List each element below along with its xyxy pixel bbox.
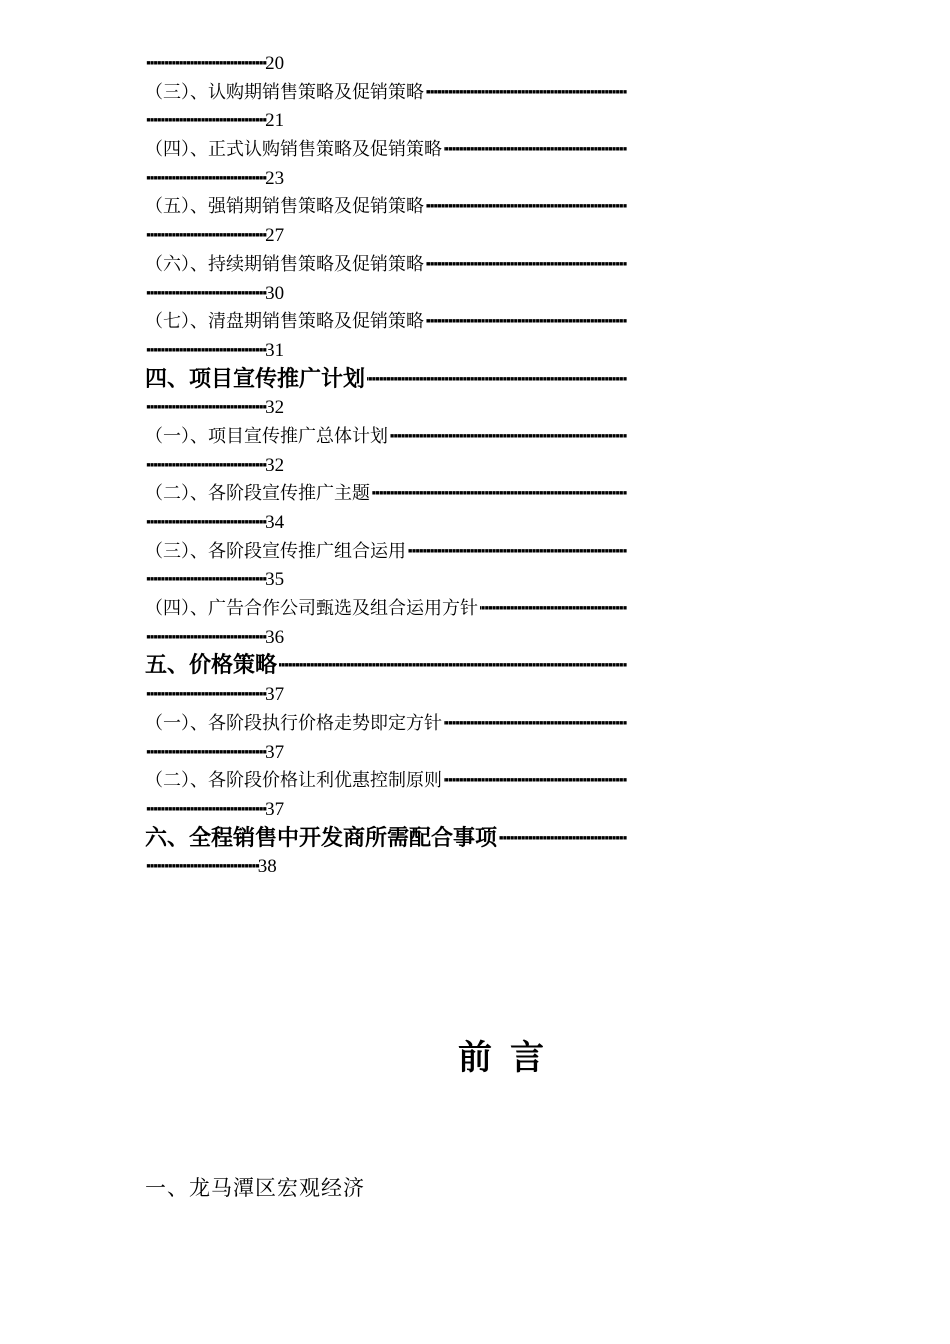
toc-chapter-heading[interactable] <box>145 652 860 681</box>
toc-page-line <box>145 452 870 481</box>
toc-page-line <box>145 853 870 882</box>
toc-page-line <box>145 624 870 653</box>
toc-page-line <box>145 394 870 423</box>
toc-entry-title: （六）、持续期销售策略及促销策略 <box>145 253 424 275</box>
dot-leader: ································· <box>145 282 266 304</box>
dot-leader: ································· <box>145 741 266 763</box>
toc-entry[interactable] <box>145 308 870 337</box>
toc-entry-title: （三）、各阶段宣传推广组合运用 <box>145 540 406 562</box>
toc-page-number: 21 <box>265 110 285 132</box>
dot-leader: ································· <box>145 512 266 533</box>
toc-entry[interactable] <box>145 79 870 108</box>
toc-page-number: 32 <box>265 397 285 419</box>
toc-page-number: 32 <box>265 454 285 476</box>
toc-entry-title: （五）、强销期销售策略及促销策略 <box>145 196 424 218</box>
dot-leader: ································· <box>145 53 266 74</box>
dot-leader: ································· <box>145 798 266 820</box>
preface-title: 前言 <box>458 1038 562 1078</box>
toc-page-line <box>145 337 870 366</box>
table-of-contents <box>145 50 870 882</box>
toc-page-line <box>145 50 870 79</box>
dot-leader: ································· <box>145 626 266 648</box>
dot-leader: ································· <box>145 225 266 247</box>
toc-entry[interactable] <box>145 538 870 567</box>
dot-leader: ································· <box>145 569 266 591</box>
toc-page-line <box>145 796 870 825</box>
toc-entry-title: （二）、各阶段宣传推广主题 <box>145 483 370 505</box>
toc-entry-title: （四）、正式认购销售策略及促销策略 <box>145 139 442 161</box>
toc-entry-title: （一）、各阶段执行价格走势即定方针 <box>145 712 442 734</box>
toc-page-number: 30 <box>265 282 285 304</box>
toc-entry-title: 六、全程销售中开发商所需配合事项 <box>145 825 498 851</box>
toc-page-line <box>145 566 870 595</box>
toc-entry[interactable] <box>145 251 870 280</box>
toc-entry-title: 五、价格策略 <box>145 653 278 679</box>
toc-page-number: 34 <box>265 512 285 533</box>
toc-page-number: 37 <box>265 684 285 706</box>
toc-page-number: 37 <box>265 741 285 763</box>
toc-page-line <box>145 107 870 136</box>
toc-entry[interactable] <box>145 423 870 452</box>
dot-leader: ································· <box>145 339 266 361</box>
toc-entry[interactable] <box>145 710 870 739</box>
toc-page-number: 35 <box>265 569 285 591</box>
toc-page-number: 37 <box>265 798 285 820</box>
toc-page-number: 20 <box>265 53 285 74</box>
toc-entry[interactable] <box>145 595 870 624</box>
dot-leader: ································· <box>145 397 266 419</box>
toc-page-line <box>145 739 870 768</box>
toc-entry[interactable] <box>145 136 870 165</box>
toc-entry-title: （七）、清盘期销售策略及促销策略 <box>145 311 424 333</box>
dot-leader: ································· <box>145 684 266 706</box>
dot-leader: ······························· <box>145 856 258 878</box>
dot-leader: ································· <box>145 454 266 476</box>
section-heading: 一、龙马潭区宏观经济 <box>145 1176 365 1200</box>
toc-page-line <box>145 280 870 309</box>
dot-leader: ································· <box>145 110 266 132</box>
toc-page-line <box>145 509 870 538</box>
toc-page-line <box>145 222 870 251</box>
toc-entry[interactable] <box>145 767 870 796</box>
dot-leader: ································· <box>145 167 266 189</box>
toc-entry-title: 四、项目宣传推广计划 <box>145 366 366 392</box>
toc-entry-title: （三）、认购期销售策略及促销策略 <box>145 81 424 103</box>
toc-page-number: 23 <box>265 167 285 189</box>
toc-page-number: 36 <box>265 626 285 648</box>
toc-entry[interactable] <box>145 193 870 222</box>
toc-entry-title: （二）、各阶段价格让利优惠控制原则 <box>145 770 442 792</box>
toc-page-number: 27 <box>265 225 285 247</box>
toc-page-number: 38 <box>257 856 277 878</box>
toc-entry-title: （四）、广告合作公司甄选及组合运用方针 <box>145 598 478 620</box>
toc-page-number: 31 <box>265 339 285 361</box>
toc-chapter-heading[interactable] <box>145 366 860 395</box>
toc-entry[interactable] <box>145 480 870 509</box>
toc-chapter-heading[interactable] <box>145 825 870 854</box>
toc-page-line <box>145 681 870 710</box>
toc-entry-title: （一）、项目宣传推广总体计划 <box>145 425 388 447</box>
toc-page-line <box>145 165 870 194</box>
